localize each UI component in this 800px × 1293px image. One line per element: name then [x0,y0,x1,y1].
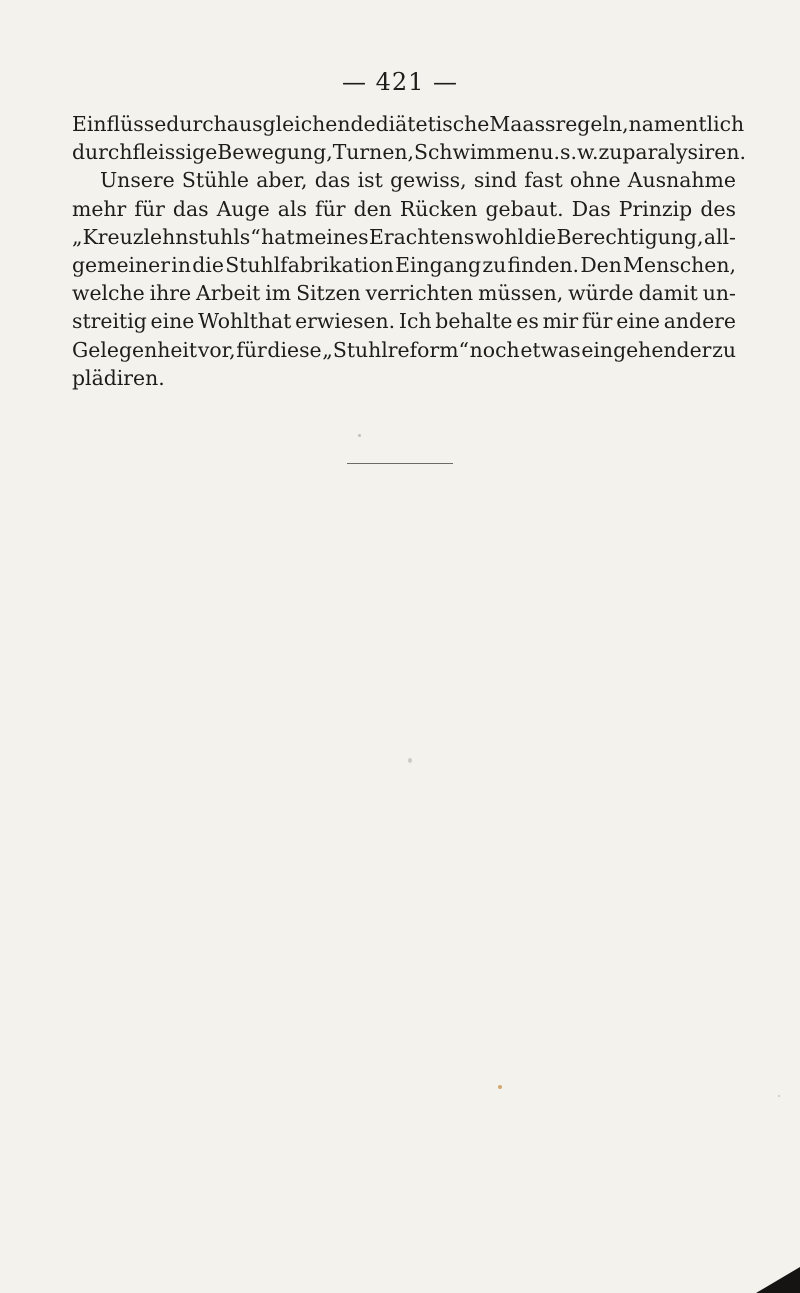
paper-speck [778,1095,780,1097]
word: zu [712,337,736,362]
text-line [72,166,736,194]
word: sind [473,168,518,193]
word: Schwimmen [414,140,541,165]
word: gebaut. [485,196,564,221]
word: w. [576,140,599,165]
word: für [134,196,165,221]
word: s. [560,140,577,165]
word: all- [703,224,736,249]
word: noch [469,337,520,362]
word: würde [568,281,634,306]
word: etwas [520,337,581,362]
text-line [72,279,736,307]
corner-mark [756,1267,800,1293]
word: streitig [72,309,147,334]
word: aber, [256,168,308,193]
paper-speck [498,1085,502,1089]
word: eine [150,309,195,334]
word: eingehender [581,337,712,362]
word: das [314,168,351,193]
word: ausgleichende [226,112,376,136]
body-text [72,110,746,392]
word: finden. [507,253,580,278]
word: Unsere [100,168,175,193]
word: wohl [474,224,524,249]
word: verrichten [365,281,474,306]
word: zu [598,140,623,165]
word: ist [357,168,383,193]
word: es [516,309,539,334]
word: durch [72,140,133,165]
word: Stühle [181,168,249,193]
word: als [277,196,307,221]
word: müssen, [478,281,564,306]
word: ohne [569,168,621,193]
word: Turnen, [332,140,414,165]
word: diese [267,337,322,362]
word: Ausnahme [627,168,736,193]
section-divider [347,463,453,464]
word: gewiss, [390,168,467,193]
word: Den [580,253,622,278]
word: „Kreuzlehnstuhls“ [72,224,261,249]
word: un- [702,281,736,306]
word: des [700,196,736,221]
word: Sitzen [296,281,361,306]
word: Erachtens [368,224,475,249]
word: damit [638,281,698,306]
word: mir [542,309,579,334]
word: im [265,281,292,306]
word: fleissige [132,140,218,165]
word: paralysiren. [622,140,746,165]
page-number: — 421 — [341,68,459,96]
word: behalte [435,309,513,334]
text-line [72,195,736,223]
word: die [192,253,224,278]
word: zu [482,253,507,278]
word: Berechtigung, [556,224,704,249]
word: Das [571,196,611,221]
word: Gelegenheit [72,337,198,362]
word: u. [540,140,560,165]
text-line [72,110,745,138]
word: Menschen, [623,253,736,278]
word: namentlich [628,112,745,136]
text-line [72,138,746,166]
paper-speck [408,758,412,763]
word: Arbeit [196,281,261,306]
text-line [72,307,736,335]
word: Einflüsse [72,112,167,136]
word: Wohlthat [198,309,292,334]
text-line [72,336,736,364]
word: eine [616,309,660,334]
word: Rücken [399,196,478,221]
word: Eingang [395,253,482,278]
text-line [72,251,736,279]
word: den [353,196,392,221]
word: vor, [197,337,236,362]
word: für [236,337,267,362]
word: andere [663,309,736,334]
word: durch [166,112,227,136]
word: Prinzip [618,196,693,221]
word: das [172,196,209,221]
word: meines [294,224,369,249]
paper-speck [358,434,361,437]
word: fast [524,168,563,193]
word: welche [72,281,145,306]
word: erwiesen. [295,309,396,334]
word: Maassregeln, [489,112,629,136]
word: Bewegung, [217,140,333,165]
word: Stuhlfabrikation [225,253,394,278]
word: hat [261,224,295,249]
word: Auge [216,196,270,221]
word: für [315,196,346,221]
word: Ich [398,309,432,334]
text-line [72,223,736,251]
word: mehr [72,196,127,221]
word: für [581,309,613,334]
word: in [171,253,191,278]
word: „Stuhlreform“ [322,337,469,362]
word: ihre [149,281,192,306]
text-line: plädiren. [72,365,165,390]
word: diätetische [375,112,490,136]
word: die [524,224,557,249]
word: gemeiner [72,253,170,278]
